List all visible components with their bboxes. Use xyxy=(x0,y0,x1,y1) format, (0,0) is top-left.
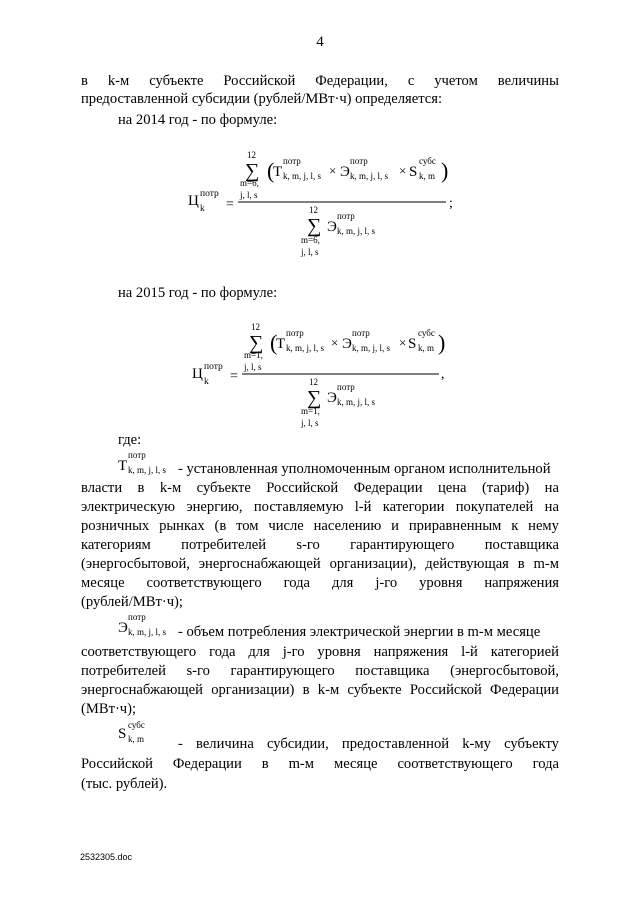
word: на xyxy=(544,499,559,515)
f14-num-sum-bottom1: m=6, xyxy=(240,178,259,188)
word: в xyxy=(81,73,88,89)
word: организации), xyxy=(329,556,417,572)
document-filename: 2532305.doc xyxy=(80,852,133,862)
word: в xyxy=(302,682,310,698)
word: числе xyxy=(268,518,304,534)
def-E-line-1: - объем потребления электрической энергии в m-м месяце xyxy=(178,624,541,640)
word: напряжения xyxy=(373,644,449,660)
word: предоставленной xyxy=(341,736,450,752)
f15-T-sup: потр xyxy=(286,328,304,338)
intro-line-2: предоставленной субсидии (рублей/МВт·ч) определяется: xyxy=(81,91,443,107)
word: j-го xyxy=(282,644,305,660)
def-E-line-5: (МВт·ч); xyxy=(81,701,137,717)
f15-num-sum-sign: ∑ xyxy=(249,332,264,354)
def-T-line-8: (рублей/МВт·ч); xyxy=(81,594,183,610)
word: в xyxy=(517,556,525,572)
def-S-line-2 xyxy=(81,755,559,773)
def-T-line-1: - установленная уполномоченным органом исполнительной xyxy=(178,461,551,477)
f15-times-1: × xyxy=(331,335,339,350)
f15-num-sum-top: 12 xyxy=(251,322,260,332)
word: субъекте xyxy=(149,73,204,89)
f15-lhs-sup: потр xyxy=(204,362,223,372)
f14-lparen: ( xyxy=(267,158,275,183)
word: к xyxy=(511,518,519,534)
word: поставщика xyxy=(484,537,559,553)
word: Федерации xyxy=(490,682,559,698)
def-T-symbol-sup: потр xyxy=(128,450,146,460)
f14-num-sum-top: 12 xyxy=(247,150,256,160)
word: l-й xyxy=(354,499,372,515)
word: m-м xyxy=(288,756,315,772)
f14-S-sub: k, m xyxy=(419,171,436,181)
page-number: 4 xyxy=(316,34,324,50)
f14-E-sup: потр xyxy=(350,156,368,166)
f15-term-T: Т xyxy=(276,336,286,352)
word: напряжения xyxy=(484,575,559,591)
f14-equals: = xyxy=(226,197,234,212)
word: уровня xyxy=(419,575,463,591)
word: - xyxy=(178,736,183,752)
f15-den-sum-top: 12 xyxy=(309,377,318,387)
word: потребителей xyxy=(81,663,166,679)
word: категории xyxy=(382,499,445,515)
word: k-м xyxy=(107,73,130,89)
word: (тариф) xyxy=(481,480,530,496)
f14-T-sub: k, m, j, l, s xyxy=(283,171,322,181)
f14-den-E-sup: потр xyxy=(337,211,355,221)
f14-lhs-sub: k xyxy=(200,204,205,214)
word: (в xyxy=(214,518,227,534)
f15-den-sum-bottom2: j, l, s xyxy=(301,418,319,428)
def-T-symbol-letter: Т xyxy=(118,458,128,474)
def-S-line-1 xyxy=(178,735,559,753)
word: Российской xyxy=(409,682,482,698)
f14-E-sub: k, m, j, l, s xyxy=(350,171,389,181)
word: электрическую xyxy=(81,499,176,515)
f14-T-sup: потр xyxy=(283,156,301,166)
word: нему xyxy=(528,518,559,534)
f15-lparen: ( xyxy=(270,330,278,355)
word: власти xyxy=(81,480,123,496)
year-2014-label: на 2014 год - по формуле: xyxy=(118,112,278,128)
f15-S-sub: k, m xyxy=(418,343,435,353)
word: Федерации xyxy=(172,756,242,772)
word: учетом xyxy=(434,73,478,89)
word: соответствующего xyxy=(146,575,262,591)
word: месяце xyxy=(81,575,125,591)
def-E-symbol-sub: k, m, j, l, s xyxy=(128,627,167,637)
f15-E-sup: потр xyxy=(352,328,370,338)
word: цена xyxy=(437,480,467,496)
word: величина xyxy=(196,736,254,752)
f14-den-term-E: Э xyxy=(327,219,337,235)
f15-end: , xyxy=(441,367,445,382)
word: s-го xyxy=(296,537,320,553)
word: населению xyxy=(313,518,382,534)
f15-term-E: Э xyxy=(342,336,352,352)
f14-den-E-sub: k, m, j, l, s xyxy=(337,226,376,236)
f14-times-1: × xyxy=(329,163,337,178)
def-E-symbol-letter: Э xyxy=(118,620,128,636)
f15-den-term-E: Э xyxy=(327,390,337,406)
def-E-symbol-sup: потр xyxy=(128,612,146,622)
f15-T-sub: k, m, j, l, s xyxy=(286,343,325,353)
word: розничных xyxy=(81,518,150,534)
word: Российской xyxy=(266,480,339,496)
word: Федерации, xyxy=(315,73,388,89)
word: потребителей xyxy=(181,537,267,553)
word: гарантирующего xyxy=(230,663,335,679)
word: энергоснабжающей xyxy=(81,682,203,698)
word: s-го xyxy=(186,663,210,679)
word: для xyxy=(331,575,354,591)
f14-num-sum-bottom2: j, l, s xyxy=(240,190,258,200)
def-S-symbol-sup: субс xyxy=(128,720,145,730)
word: поставляемую xyxy=(253,499,344,515)
f14-rparen: ) xyxy=(441,158,449,183)
word: месяце xyxy=(333,756,378,772)
word: с xyxy=(407,73,415,89)
word: m-м xyxy=(533,556,559,572)
f15-num-sum-bottom2: j, l, s xyxy=(244,362,262,372)
word: для xyxy=(248,644,270,660)
f15-den-E-sup: потр xyxy=(337,382,355,392)
def-S-symbol-sub: k, m xyxy=(128,734,145,744)
f14-times-2: × xyxy=(399,163,407,178)
word: приравненным xyxy=(408,518,502,534)
word: j-го xyxy=(375,575,398,591)
f15-den-sum-bottom1: m=1, xyxy=(301,406,320,416)
def-S-symbol-letter: S xyxy=(118,726,127,742)
word: (энергосбытовой, xyxy=(81,556,190,572)
word: года xyxy=(532,756,559,772)
word: соответствующего xyxy=(81,644,197,660)
year-2015-label: на 2015 год - по формуле: xyxy=(118,285,278,301)
word: покупателей xyxy=(455,499,534,515)
f14-den-sum-top: 12 xyxy=(309,205,318,215)
f14-term-S: S xyxy=(409,164,418,180)
word: Российской xyxy=(223,73,296,89)
f15-den-E-sub: k, m, j, l, s xyxy=(337,397,376,407)
f14-num-sum-sign: ∑ xyxy=(245,160,260,182)
word: субсидии, xyxy=(266,736,329,752)
word: k-м xyxy=(317,682,340,698)
where-label: где: xyxy=(118,432,142,448)
f14-den-sum-bottom1: m=6, xyxy=(301,235,320,245)
f14-end: ; xyxy=(449,196,453,211)
f14-lhs-sup: потр xyxy=(200,189,219,199)
word: (энергосбытовой, xyxy=(450,663,559,679)
word: и xyxy=(391,518,399,534)
word: действующая xyxy=(425,556,509,572)
f14-term-T: Т xyxy=(273,164,283,180)
f14-den-sum-bottom2: j, l, s xyxy=(301,247,319,257)
word: Федерации xyxy=(353,480,423,496)
f15-term-S: S xyxy=(408,336,417,352)
word: k-му xyxy=(462,736,491,752)
word: на xyxy=(544,480,559,496)
f15-S-sup: субс xyxy=(418,328,435,338)
f14-lhs: Ц xyxy=(188,193,199,209)
word: величины xyxy=(497,73,559,89)
word: рынках xyxy=(159,518,205,534)
def-S-line-3: (тыс. рублей). xyxy=(81,776,168,792)
f14-term-E: Э xyxy=(340,164,350,180)
f15-den-sum-sign: ∑ xyxy=(307,387,322,409)
word: в xyxy=(261,756,269,772)
f15-rparen: ) xyxy=(438,330,446,355)
word: Российской xyxy=(81,756,153,772)
f14-den-sum-sign: ∑ xyxy=(307,215,322,237)
f15-E-sub: k, m, j, l, s xyxy=(352,343,391,353)
word: года xyxy=(283,575,311,591)
f14-S-sup: субс xyxy=(419,156,436,166)
f15-equals: = xyxy=(230,369,238,384)
f15-lhs: Ц xyxy=(192,366,203,382)
f15-lhs-sub: k xyxy=(204,377,209,387)
word: поставщика xyxy=(355,663,430,679)
word: гарантирующего xyxy=(350,537,455,553)
word: k-м xyxy=(159,480,182,496)
word: субъекте xyxy=(347,682,402,698)
word: том xyxy=(236,518,259,534)
word: субъекту xyxy=(504,736,559,752)
word: энергию, xyxy=(186,499,243,515)
word: года xyxy=(209,644,236,660)
word: категорией xyxy=(490,644,559,660)
word: энергоснабжающей xyxy=(198,556,321,572)
word: в xyxy=(137,480,145,496)
f15-times-2: × xyxy=(399,335,407,350)
word: субъекте xyxy=(196,480,251,496)
f15-num-sum-bottom1: m=1, xyxy=(244,350,263,360)
word: l-й xyxy=(461,644,478,660)
word: соответствующего xyxy=(397,756,513,772)
word: уровня xyxy=(317,644,361,660)
word: организации) xyxy=(211,682,295,698)
def-T-symbol-sub: k, m, j, l, s xyxy=(128,465,167,475)
word: категориям xyxy=(81,537,151,553)
